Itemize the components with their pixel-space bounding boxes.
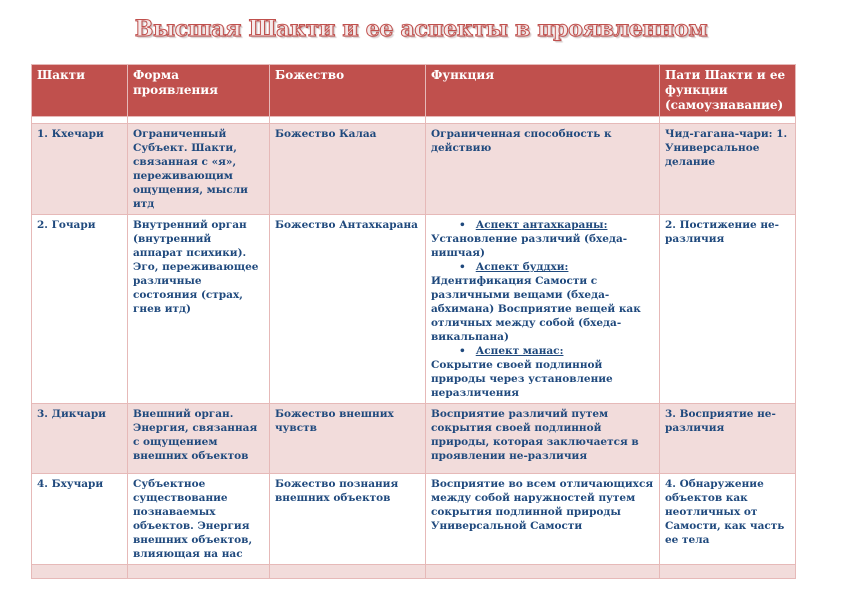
function-aspect: [431, 344, 654, 358]
aspect-heading: Аспект антахкараны:: [475, 219, 608, 231]
shakti-name: 4. Бхучари: [32, 474, 128, 565]
pati-cell: 4. Обнаружение объектов как неотличных от Самости, как часть ее тела: [660, 474, 796, 565]
function-aspect: [431, 218, 654, 232]
form-cell: Внутренний орган (внутренний аппарат психики). Эго, переживающее различные состояния (страх, гнев итд): [128, 215, 270, 404]
deity-cell: Божество познания внешних объектов: [270, 474, 426, 565]
aspect-heading: Аспект манас:: [475, 345, 564, 357]
form-cell: Внешний орган. Энергия, связанная с ощущением внешних объектов: [128, 404, 270, 474]
aspect-text: Установление различий (бхеда-нишчая): [431, 233, 628, 259]
function-cell: Восприятие различий путем сокрытия своей подлинной природы, которая заключается в проявлении не-различия: [426, 404, 660, 474]
table-header-row: [32, 65, 796, 117]
deity-cell: Божество Калаа: [270, 124, 426, 215]
form-cell: Субъектное существование познаваемых объектов. Энергия внешних объектов, влияющая на нас: [128, 474, 270, 565]
header-deity: Божество: [270, 65, 426, 117]
deity-cell: Божество внешних чувств: [270, 404, 426, 474]
header-shakti: Шакти: [32, 65, 128, 117]
function-cell: Ограниченная способность к действию: [426, 124, 660, 215]
deity-cell: Божество Антахкарана: [270, 215, 426, 404]
table-row: [32, 215, 796, 404]
shakti-table: [31, 64, 796, 579]
table-row: [32, 404, 796, 474]
header-pati: Пати Шакти и ее функции (самоузнавание): [660, 65, 796, 117]
pati-cell: Чид-гагана-чари: 1. Универсальное делание: [660, 124, 796, 215]
aspect-text: Идентификация Самости с различными вещами (бхеда-абхимана) Восприятие вещей как отличных между собой (бхеда-викальпана): [431, 275, 641, 343]
pati-cell: 3. Восприятие не-различия: [660, 404, 796, 474]
empty-row: [32, 565, 796, 579]
function-aspect: [431, 260, 654, 274]
pati-cell: 2. Постижение не-различия: [660, 215, 796, 404]
header-form: Форма проявления: [128, 65, 270, 117]
shakti-name: 2. Гочари: [32, 215, 128, 404]
header-function: Функция: [426, 65, 660, 117]
aspect-text: Сокрытие своей подлинной природы через установление неразличения: [431, 359, 613, 399]
aspect-heading: Аспект буддхи:: [475, 261, 569, 273]
shakti-name: 1. Кхечари: [32, 124, 128, 215]
spacer-row: [32, 117, 796, 124]
form-cell: Ограниченный Субъект. Шакти, связанная с «я», переживающим ощущения, мысли итд: [128, 124, 270, 215]
function-cell: [426, 215, 660, 404]
table-row: [32, 474, 796, 565]
shakti-name: 3. Дикчари: [32, 404, 128, 474]
table-row: [32, 124, 796, 215]
page-title: Высшая Шакти и ее аспекты в проявленном: [134, 16, 708, 42]
function-cell: Восприятие во всем отличающихся между собой наружностей путем сокрытия подлинной природы Универсальной Самости: [426, 474, 660, 565]
